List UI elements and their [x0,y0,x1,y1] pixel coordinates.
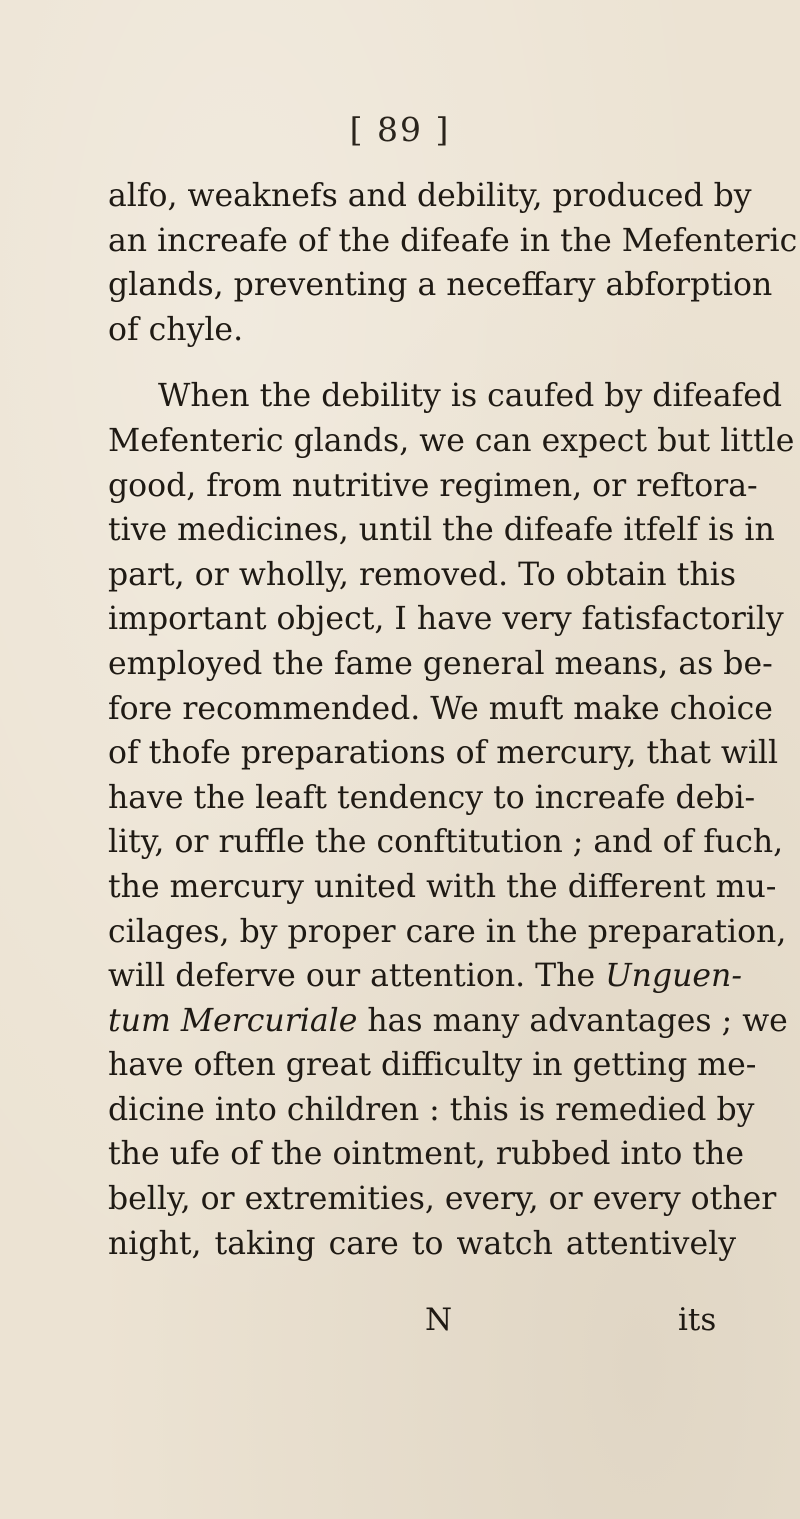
text-line: have the leaft tendency to increafe debi- [108,779,756,816]
body-text [108,174,798,1266]
text-line: cilages, by proper care in the preparation, [108,913,787,950]
text-line: When the debility is caufed by difeafed [158,378,783,415]
paragraph-1 [108,174,798,352]
text-line: tive medicines, until the difeafe itfelf is in [108,512,775,549]
text-line: Mefenteric glands, we can expect but little [108,422,795,459]
text-line: good, from nutritive regimen, or reftora- [108,467,758,504]
text-line: the ufe of the ointment, rubbed into the [108,1136,744,1173]
text-line: lity, or ruffle the conftitution ; and of fuch, [108,824,784,861]
text-line: important object, I have very fatisfactorily [108,601,784,638]
catchword: its [678,1302,717,1338]
text-line: employed the fame general means, as be- [108,645,773,682]
text-line: the mercury united with the different mu- [108,868,777,905]
text-run: has many advantages ; we [357,1002,788,1039]
text-line: alfo, weaknefs and debility, produced by [108,178,752,214]
page-number: [ 89 ] [349,110,451,149]
text-line: fore recommended. We muft make choice [108,690,773,727]
text-line: of chyle. [108,311,244,348]
paragraph-2 [108,374,795,1266]
text-run: will deferve our attention. The [108,958,606,995]
text-line: part, or wholly, removed. To obtain this [108,556,736,593]
text-line [108,999,788,1044]
text-line: have often great difficulty in getting me- [108,1047,757,1084]
italic-run: Unguen- [605,958,742,995]
text-line: night, taking care to watch attentively [108,1225,736,1262]
text-line [108,954,742,999]
signature-mark: N [425,1302,453,1338]
page-footer [0,1302,800,1346]
text-line: of thofe preparations of mercury, that will [108,735,779,772]
text-line: glands, preventing a neceffary abforption [108,267,773,304]
text-line: an increafe of the difeafe in the Mefenteric [108,222,798,259]
text-line: belly, or extremities, every, or every other [108,1181,777,1218]
text-line: dicine into children : this is remedied by [108,1091,755,1128]
italic-run: tum Mercuriale [108,1002,358,1039]
